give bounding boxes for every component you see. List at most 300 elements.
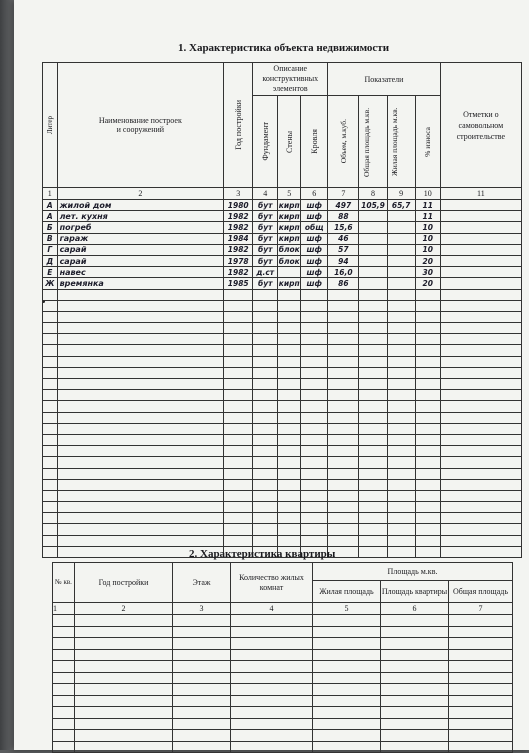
empty-cell [43, 490, 58, 501]
empty-cell [231, 638, 313, 650]
column-number: 9 [387, 188, 415, 200]
empty-cell [173, 661, 231, 673]
cell-litera: Б [43, 222, 58, 233]
empty-cell [359, 479, 387, 490]
cell-wear: 20 [415, 255, 440, 266]
empty-cell [328, 390, 359, 401]
table-row [43, 233, 522, 244]
empty-cell [253, 311, 278, 322]
column-number: 1 [53, 603, 75, 615]
empty-cell [359, 289, 387, 300]
column-number: 3 [173, 603, 231, 615]
cell-roof: шф [301, 211, 328, 222]
empty-cell [173, 672, 231, 684]
empty-cell [440, 401, 521, 412]
empty-cell [253, 345, 278, 356]
cell-year: 1985 [224, 278, 253, 289]
table-row [43, 300, 522, 311]
empty-cell [231, 649, 313, 661]
empty-cell [224, 390, 253, 401]
empty-cell [224, 502, 253, 513]
empty-cell [301, 490, 328, 501]
empty-cell [301, 535, 328, 546]
empty-cell [173, 615, 231, 627]
empty-cell [231, 730, 313, 742]
empty-cell [328, 345, 359, 356]
empty-cell [328, 412, 359, 423]
empty-cell [53, 718, 75, 730]
header-walls: Стены [278, 96, 301, 188]
cell-walls: блок [278, 256, 300, 266]
empty-cell [301, 300, 328, 311]
cell-living-area [387, 233, 415, 244]
cell-name: сарай [57, 255, 224, 266]
column-number-row [53, 603, 513, 615]
column-number: 6 [301, 188, 328, 200]
empty-cell [301, 323, 328, 334]
table-row [43, 345, 522, 356]
empty-cell [359, 379, 387, 390]
cell-total-area [359, 255, 387, 266]
empty-cell [57, 446, 224, 457]
empty-cell [387, 457, 415, 468]
empty-cell [381, 741, 449, 753]
empty-cell [328, 423, 359, 434]
empty-cell [440, 323, 521, 334]
cell-living-area [387, 222, 415, 233]
empty-cell [313, 638, 381, 650]
empty-cell [328, 334, 359, 345]
cell-year: 1984 [224, 233, 253, 244]
cell-litera: Г [43, 244, 58, 255]
cell-year: 1980 [224, 200, 253, 211]
empty-cell [387, 345, 415, 356]
cell-year: 1978 [224, 255, 253, 266]
cell-living-area [387, 244, 415, 255]
cell-name: погреб [57, 222, 224, 233]
empty-cell [278, 457, 301, 468]
empty-cell [387, 434, 415, 445]
column-number-row [43, 188, 522, 200]
empty-cell [173, 718, 231, 730]
empty-cell [57, 535, 224, 546]
empty-cell [53, 695, 75, 707]
table-row [53, 684, 513, 696]
empty-cell [278, 423, 301, 434]
empty-cell [57, 401, 224, 412]
column-number: 3 [224, 188, 253, 200]
empty-cell [301, 345, 328, 356]
empty-cell [53, 615, 75, 627]
header-living-area: Жилая площадь м.кв. [387, 96, 415, 188]
empty-cell [75, 707, 173, 719]
empty-cell [57, 513, 224, 524]
empty-cell [387, 334, 415, 345]
empty-cell [301, 524, 328, 535]
empty-cell [449, 615, 513, 627]
empty-cell [328, 502, 359, 513]
empty-cell [231, 672, 313, 684]
empty-cell [415, 401, 440, 412]
empty-cell [253, 535, 278, 546]
table-row [43, 490, 522, 501]
empty-cell [440, 311, 521, 322]
empty-cell [440, 546, 521, 557]
empty-cell [278, 502, 301, 513]
empty-cell [387, 513, 415, 524]
cell-foundation: бут [253, 244, 278, 255]
empty-cell [440, 457, 521, 468]
table-row [43, 255, 522, 266]
empty-cell [224, 300, 253, 311]
empty-cell [328, 289, 359, 300]
header-total-area: Общая площадь м.кв. [359, 96, 387, 188]
table-row [43, 367, 522, 378]
empty-cell [75, 684, 173, 696]
table-row [43, 244, 522, 255]
empty-cell [328, 457, 359, 468]
empty-cell [359, 524, 387, 535]
empty-cell [173, 707, 231, 719]
empty-cell [224, 323, 253, 334]
empty-cell [440, 345, 521, 356]
table-row [43, 334, 522, 345]
empty-cell [278, 401, 301, 412]
empty-cell [57, 490, 224, 501]
header-apt-num: № кв. [53, 563, 75, 603]
table-row [43, 479, 522, 490]
column-number: 8 [359, 188, 387, 200]
empty-cell [43, 334, 58, 345]
empty-cell [278, 479, 301, 490]
empty-cell [173, 649, 231, 661]
table-row [43, 412, 522, 423]
empty-cell [53, 649, 75, 661]
table-row [53, 672, 513, 684]
empty-cell [449, 707, 513, 719]
header-litera: Литер [43, 63, 58, 188]
cell-litera: А [43, 211, 58, 222]
empty-cell [57, 334, 224, 345]
empty-cell [387, 412, 415, 423]
cell-volume: 16,0 [328, 267, 359, 278]
empty-cell [224, 457, 253, 468]
cell-year: 1982 [224, 267, 253, 278]
table-row [53, 718, 513, 730]
empty-cell [224, 367, 253, 378]
empty-cell [415, 323, 440, 334]
table-row [43, 401, 522, 412]
cell-wear: 30 [415, 267, 440, 278]
cell-volume: 497 [328, 200, 359, 211]
empty-cell [415, 300, 440, 311]
empty-cell [53, 638, 75, 650]
empty-cell [387, 289, 415, 300]
empty-cell [359, 457, 387, 468]
empty-cell [43, 546, 58, 557]
empty-cell [173, 638, 231, 650]
empty-cell [301, 479, 328, 490]
empty-cell [313, 615, 381, 627]
empty-cell [328, 479, 359, 490]
cell-foundation: бут [253, 211, 278, 222]
cell-name: навес [57, 267, 224, 278]
cell-litera: А [43, 200, 58, 211]
empty-cell [278, 356, 301, 367]
apartment-table [52, 562, 513, 753]
cell-wear: 11 [415, 200, 440, 211]
cell-name: лет. кухня [57, 211, 224, 222]
cell-volume: 57 [328, 244, 359, 255]
empty-cell [440, 423, 521, 434]
header-wear: % износа [415, 96, 440, 188]
column-number: 2 [75, 603, 173, 615]
empty-cell [43, 311, 58, 322]
header-apt-apartment: Площадь квартиры [381, 581, 449, 603]
empty-cell [313, 626, 381, 638]
empty-cell [387, 423, 415, 434]
empty-cell [313, 661, 381, 673]
empty-cell [440, 434, 521, 445]
empty-cell [359, 546, 387, 557]
header-volume: Объем, м.куб. [328, 96, 359, 188]
empty-cell [224, 446, 253, 457]
empty-cell [43, 289, 58, 300]
empty-cell [415, 490, 440, 501]
table-row [43, 200, 522, 211]
empty-cell [415, 513, 440, 524]
empty-cell [231, 707, 313, 719]
empty-cell [415, 524, 440, 535]
empty-cell [449, 672, 513, 684]
empty-cell [415, 535, 440, 546]
cell-total-area [359, 222, 387, 233]
empty-cell [278, 490, 301, 501]
empty-cell [440, 222, 521, 233]
empty-cell [381, 695, 449, 707]
empty-cell [278, 334, 301, 345]
empty-cell [415, 502, 440, 513]
header-name: Наименование построек и сооружений [57, 63, 224, 188]
empty-cell [387, 535, 415, 546]
empty-cell [253, 434, 278, 445]
empty-cell [301, 367, 328, 378]
empty-cell [328, 513, 359, 524]
header-apt-living: Жилая площадь [313, 581, 381, 603]
empty-cell [440, 255, 521, 266]
cell-volume: 86 [328, 278, 359, 289]
empty-cell [57, 289, 224, 300]
table-row [43, 502, 522, 513]
empty-cell [43, 379, 58, 390]
cell-living-area [387, 278, 415, 289]
empty-cell [57, 379, 224, 390]
empty-cell [381, 661, 449, 673]
empty-cell [43, 401, 58, 412]
table-row [43, 468, 522, 479]
empty-cell [75, 730, 173, 742]
cell-volume: 88 [328, 211, 359, 222]
empty-cell [387, 300, 415, 311]
empty-cell [57, 390, 224, 401]
cell-roof: шф [301, 244, 328, 255]
empty-cell [75, 626, 173, 638]
cell-name: сарай [57, 244, 224, 255]
empty-cell [313, 730, 381, 742]
cell-foundation: бут [253, 233, 278, 244]
empty-cell [75, 718, 173, 730]
cell-walls: блок [278, 245, 300, 255]
cell-walls: кирп [278, 278, 300, 288]
empty-cell [387, 490, 415, 501]
table-row [43, 211, 522, 222]
empty-cell [57, 323, 224, 334]
empty-cell [43, 479, 58, 490]
column-number: 4 [253, 188, 278, 200]
cell-foundation: бут [253, 255, 278, 266]
cell-litera: Е [43, 267, 58, 278]
empty-cell [359, 401, 387, 412]
empty-cell [278, 446, 301, 457]
cell-foundation: бут [253, 278, 278, 289]
empty-cell [440, 535, 521, 546]
cell-walls: кирп [278, 211, 300, 221]
header-apt-floor: Этаж [173, 563, 231, 603]
empty-cell [415, 379, 440, 390]
empty-cell [173, 626, 231, 638]
empty-cell [359, 535, 387, 546]
empty-cell [75, 615, 173, 627]
empty-cell [301, 423, 328, 434]
empty-cell [415, 446, 440, 457]
empty-cell [253, 524, 278, 535]
empty-cell [43, 356, 58, 367]
cell-total-area: 105,9 [359, 200, 387, 211]
cell-total-area [359, 244, 387, 255]
empty-cell [53, 730, 75, 742]
empty-cell [301, 334, 328, 345]
empty-cell [57, 356, 224, 367]
header-foundation: Фундамент [253, 96, 278, 188]
empty-cell [53, 741, 75, 753]
empty-cell [224, 401, 253, 412]
empty-cell [278, 535, 301, 546]
empty-cell [328, 300, 359, 311]
cell-walls: кирп [278, 234, 300, 244]
empty-cell [328, 468, 359, 479]
empty-cell [301, 379, 328, 390]
cell-name: времянка [57, 278, 224, 289]
empty-cell [57, 479, 224, 490]
empty-cell [253, 457, 278, 468]
cell-roof: общ [301, 222, 328, 233]
section1-title: 1. Характеристика объекта недвижимости [178, 42, 390, 54]
header-apt-total: Общая площадь [449, 581, 513, 603]
empty-cell [387, 502, 415, 513]
empty-cell [440, 412, 521, 423]
table-row [43, 379, 522, 390]
empty-cell [301, 289, 328, 300]
cell-foundation: д.ст [253, 267, 278, 278]
empty-cell [224, 535, 253, 546]
empty-cell [301, 457, 328, 468]
table-row [43, 356, 522, 367]
header-indicators: Показатели [328, 63, 440, 96]
empty-cell [328, 323, 359, 334]
table-row [43, 513, 522, 524]
empty-cell [278, 524, 301, 535]
empty-cell [57, 502, 224, 513]
header-apt-year: Год постройки [75, 563, 173, 603]
empty-cell [328, 490, 359, 501]
empty-cell [359, 334, 387, 345]
empty-cell [278, 390, 301, 401]
empty-cell [224, 356, 253, 367]
empty-cell [415, 546, 440, 557]
cell-total-area [359, 233, 387, 244]
empty-cell [449, 626, 513, 638]
empty-cell [415, 390, 440, 401]
empty-cell [173, 730, 231, 742]
empty-cell [43, 535, 58, 546]
header-notes: Отметки о самовольном строительстве [440, 63, 521, 188]
empty-cell [359, 502, 387, 513]
empty-cell [173, 695, 231, 707]
empty-cell [449, 684, 513, 696]
empty-cell [278, 412, 301, 423]
empty-cell [278, 434, 301, 445]
cell-living-area [387, 211, 415, 222]
empty-cell [301, 434, 328, 445]
empty-cell [53, 672, 75, 684]
empty-cell [313, 707, 381, 719]
empty-cell [224, 468, 253, 479]
column-number: 7 [328, 188, 359, 200]
table-row [43, 278, 522, 289]
empty-cell [415, 412, 440, 423]
table-row [53, 626, 513, 638]
empty-cell [43, 412, 58, 423]
empty-cell [359, 434, 387, 445]
table-row [53, 695, 513, 707]
empty-cell [415, 289, 440, 300]
empty-cell [381, 684, 449, 696]
cell-total-area [359, 278, 387, 289]
empty-cell [415, 479, 440, 490]
empty-cell [278, 323, 301, 334]
cell-wear: 11 [415, 211, 440, 222]
empty-cell [301, 468, 328, 479]
empty-cell [440, 211, 521, 222]
empty-cell [53, 661, 75, 673]
empty-cell [301, 390, 328, 401]
cell-roof: шф [301, 267, 328, 278]
empty-cell [387, 311, 415, 322]
empty-cell [224, 412, 253, 423]
empty-cell [381, 649, 449, 661]
empty-cell [328, 535, 359, 546]
table-row [43, 524, 522, 535]
empty-cell [57, 434, 224, 445]
empty-cell [301, 412, 328, 423]
empty-cell [440, 379, 521, 390]
empty-cell [231, 626, 313, 638]
empty-cell [253, 379, 278, 390]
empty-cell [440, 367, 521, 378]
column-number: 5 [278, 188, 301, 200]
empty-cell [440, 233, 521, 244]
empty-cell [253, 300, 278, 311]
